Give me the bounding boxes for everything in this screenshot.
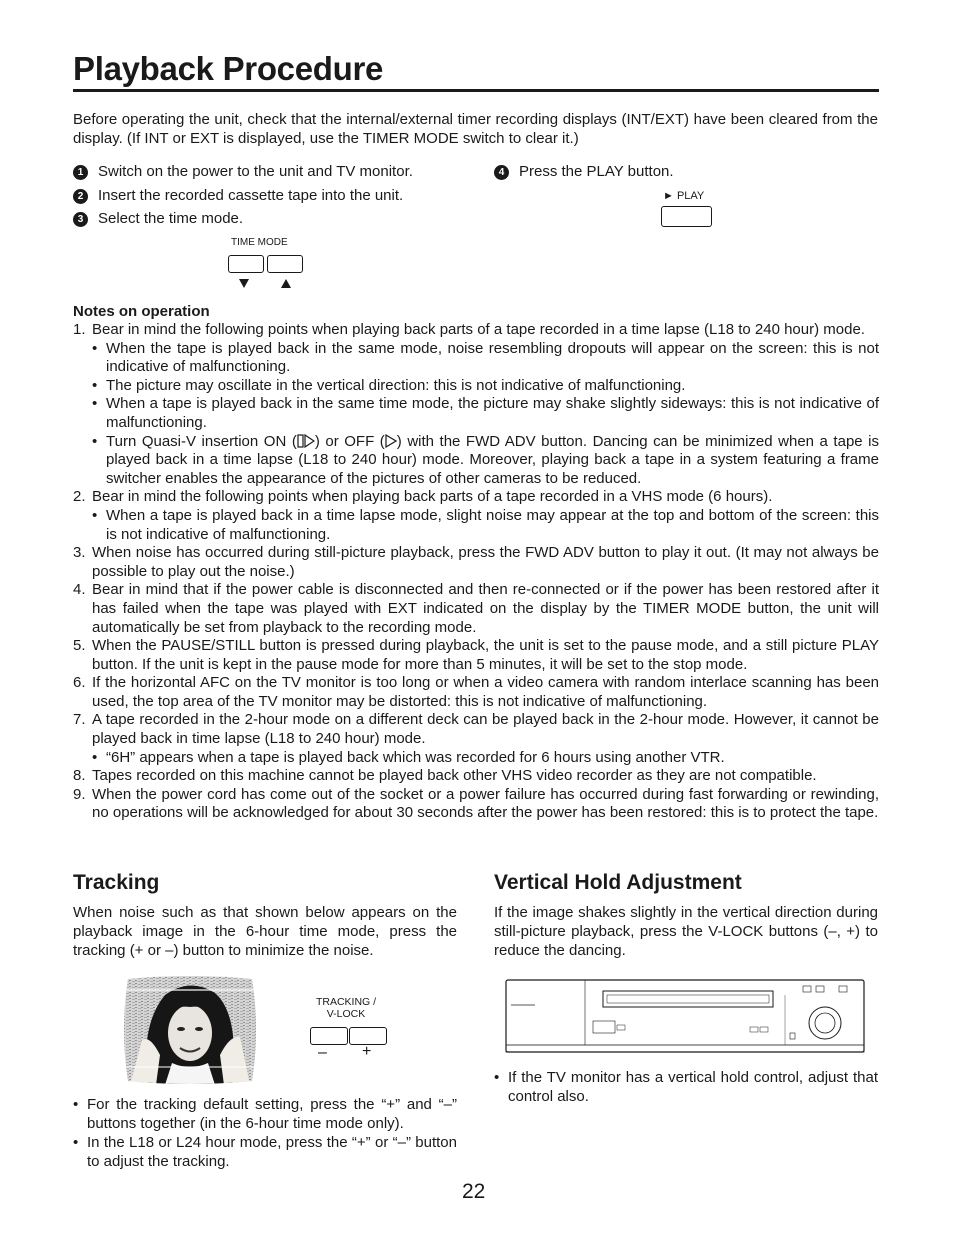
note-bullets xyxy=(92,340,879,489)
step-2 xyxy=(73,187,403,205)
note-number: 2. xyxy=(73,488,86,506)
note-item xyxy=(73,581,879,637)
note-text: Bear in mind that if the power cable is disconnected and then re-connected or if the power has been restored after it has failed when the tape was played with EXT indicated on the display by the TIMER MODE button, the unit will automatically be set from playback to the recording mode. xyxy=(92,581,879,636)
step-number: 4 xyxy=(494,165,509,180)
time-mode-label: TIME MODE xyxy=(231,237,288,248)
play-button[interactable] xyxy=(661,206,712,227)
note-text: Tapes recorded on this machine cannot be played back other VHS video recorder as they are not compatible. xyxy=(92,767,817,785)
time-mode-down-button[interactable] xyxy=(228,255,264,273)
note-bullet-quasi-v xyxy=(92,433,879,489)
step-1 xyxy=(73,163,413,181)
note-text: A tape recorded in the 2-hour mode on a different deck can be played back in the 2-hour mode. However, it cannot be played back in time lapse (L18 to 240 hour) mode. xyxy=(92,711,879,748)
note-number: 5. xyxy=(73,637,86,655)
step-number: 3 xyxy=(73,212,88,227)
note-bullet: • When the tape is played back in the same mode, noise resembling dropouts will appear on the screen: this is not indicative of malfunctioning. xyxy=(92,340,879,377)
title-rule xyxy=(73,89,879,92)
vertical-hold-bullets xyxy=(494,1068,878,1106)
noise-screen-image xyxy=(120,975,260,1085)
note-number: 1. xyxy=(73,321,86,338)
note-number: 6. xyxy=(73,674,86,692)
intro-paragraph: Before operating the unit, check that the internal/external timer recording displays (INT/EXT) have been cleared from the display. (If INT or EXT is displayed, use the TIMER MODE switch to clear it.) xyxy=(73,111,878,147)
note-bullet: • “6H” appears when a tape is played back which was recorded for 6 hours using another VTR. xyxy=(92,749,879,768)
step-text: Select the time mode. xyxy=(98,210,244,227)
note-item xyxy=(73,321,879,488)
page-number: 22 xyxy=(462,1180,486,1203)
note-text: Bear in mind the following points when playing back parts of a tape recorded in a time lapse (L18 to 240 hour) mode. xyxy=(92,321,865,338)
note-bullet: • The picture may oscillate in the vertical direction: this is not indicative of malfunctioning. xyxy=(92,377,879,396)
note-text: If the horizontal AFC on the TV monitor is too long or when a video camera with random interlace scanning has been used, the top area of the TV monitor may be distorted: this is not indicative of malfunctioning. xyxy=(92,674,879,710)
triangle-up-icon xyxy=(280,278,292,289)
note-item xyxy=(73,786,879,823)
tracking-bullets xyxy=(73,1095,457,1171)
plus-sign: + xyxy=(362,1043,372,1060)
notes-section xyxy=(73,303,879,823)
note-text: Bear in mind the following points when playing back parts of a tape recorded in a VHS mode (6 hours). xyxy=(92,488,773,506)
vertical-hold-paragraph: If the image shakes slightly in the vertical direction during still-picture playback, press the V-LOCK buttons (–, +) to reduce the dancing. xyxy=(494,904,878,959)
note-bullets xyxy=(92,749,879,768)
quasi-text-b: ) or OFF ( xyxy=(314,432,385,450)
note-item xyxy=(73,637,879,674)
quasi-text-a: Turn Quasi-V insertion ON ( xyxy=(106,432,297,450)
note-number: 8. xyxy=(73,767,86,785)
vertical-hold-section xyxy=(494,870,878,960)
quasi-v-on-icon xyxy=(297,434,315,448)
tracking-paragraph: When noise such as that shown below appears on the playback image in the 6-hour time mode, press the tracking (+ or –) button to minimize the noise. xyxy=(73,904,457,959)
note-item xyxy=(73,488,879,544)
note-bullets xyxy=(92,507,879,544)
step-3 xyxy=(73,210,243,228)
tracking-bullet: • For the tracking default setting, press the “+” and “–” buttons together (in the 6-hour time mode only). xyxy=(73,1095,457,1133)
step-number: 2 xyxy=(73,189,88,204)
tracking-heading: Tracking xyxy=(73,871,160,894)
note-number: 3. xyxy=(73,544,86,562)
tracking-button-label-1: TRACKING / xyxy=(315,996,377,1008)
note-item xyxy=(73,674,879,711)
step-4 xyxy=(494,163,674,181)
notes-heading: Notes on operation xyxy=(73,303,210,320)
step-text: Insert the recorded cassette tape into the unit. xyxy=(98,187,404,204)
note-number: 9. xyxy=(73,785,86,803)
triangle-down-icon xyxy=(238,278,250,289)
note-item xyxy=(73,711,879,767)
note-item xyxy=(73,544,879,581)
tracking-button-label-2: V-LOCK xyxy=(326,1008,366,1020)
time-mode-up-button[interactable] xyxy=(267,255,303,273)
quasi-text-c: ) with the FWD ADV button. Dancing can be minimized when a tape is played back in a time lapse (L18 to 240 hour) mode. Moreover, playing back a tape in a system featuring a frame switcher enables the appearance of the pictures of other cameras to be reduced. xyxy=(106,432,880,487)
step-number: 1 xyxy=(73,165,88,180)
step-text: Switch on the power to the unit and TV monitor. xyxy=(98,163,413,180)
note-number: 7. xyxy=(73,711,86,729)
note-bullet: • When a tape is played back in the same time mode, the picture may shake slightly sideways: this is not indicative of malfunctioning. xyxy=(92,395,879,432)
notes-list xyxy=(73,321,879,823)
play-label: ► PLAY xyxy=(663,190,705,202)
quasi-v-off-icon xyxy=(385,434,397,448)
vcr-front-panel-image xyxy=(505,979,865,1054)
note-number: 4. xyxy=(73,581,86,599)
vertical-hold-bullet: • If the TV monitor has a vertical hold control, adjust that control also. xyxy=(494,1068,878,1106)
note-bullet: • When a tape is played back in a time lapse mode, slight noise may appear at the top and bottom of the screen: this is not indicative of malfunctioning. xyxy=(92,507,879,544)
tracking-bullet: • In the L18 or L24 hour mode, press the “+” or “–” button to adjust the tracking. xyxy=(73,1133,457,1171)
note-text: When the power cord has come out of the socket or a power failure has occurred during fast forwarding or rewinding, no operations will be acknowledged for about 30 seconds after the power has been restored: this is to protect the tape. xyxy=(92,785,879,822)
tracking-section xyxy=(73,870,457,960)
tracking-minus-button[interactable] xyxy=(310,1027,348,1045)
minus-sign: – xyxy=(318,1044,327,1061)
page-title: Playback Procedure xyxy=(73,50,384,87)
vertical-hold-heading: Vertical Hold Adjustment xyxy=(494,871,742,894)
note-item xyxy=(73,767,879,786)
step-text: Press the PLAY button. xyxy=(519,163,674,180)
note-text: When noise has occurred during still-picture playback, press the FWD ADV button to play it out. (It may not always be possible to play out the noise.) xyxy=(92,544,879,580)
note-text: When the PAUSE/STILL button is pressed during playback, the unit is set to the pause mode, and a still picture PLAY button. If the unit is kept in the pause mode for more than 5 minutes, it will be set to the stop mode. xyxy=(92,637,879,673)
